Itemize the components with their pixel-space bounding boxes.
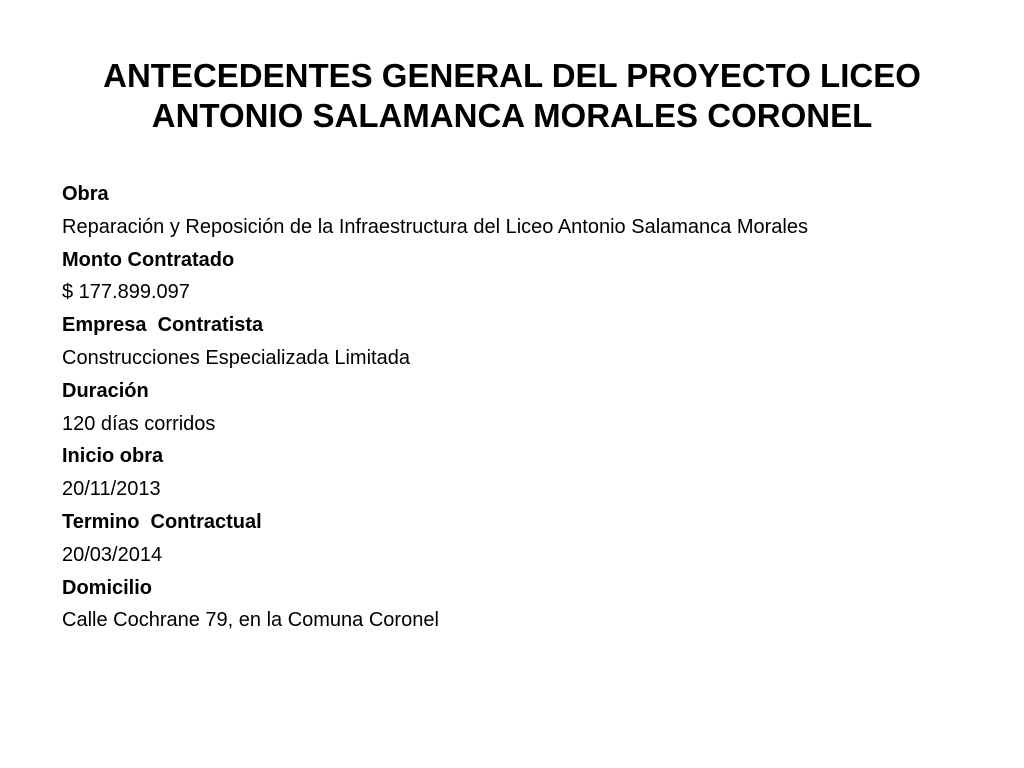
field-value-empresa-contratista: Construcciones Especializada Limitada	[62, 346, 410, 369]
field-value-termino-contractual: 20/03/2014	[62, 543, 163, 566]
slide-title	[0, 56, 1024, 136]
field-value-domicilio: Calle Cochrane 79, en la Comuna Coronel	[62, 609, 439, 632]
field-label-inicio-obra: Inicio obra	[62, 445, 164, 468]
field-value-duracion: 120 días corridos	[62, 412, 216, 435]
field-label-monto-contratado: Monto Contratado	[62, 248, 235, 271]
field-label-termino-contractual: Termino Contractual	[62, 510, 262, 533]
field-label-domicilio: Domicilio	[62, 576, 153, 599]
slide-title-line-2: ANTONIO SALAMANCA MORALES CORONEL	[151, 97, 873, 134]
field-label-obra: Obra	[62, 183, 109, 205]
project-details	[62, 178, 982, 637]
field-value-monto-contratado: $ 177.899.097	[62, 281, 190, 304]
field-value-obra: Reparación y Reposición de la Infraestructura del Liceo Antonio Salamanca Morales	[62, 215, 808, 238]
field-label-empresa-contratista: Empresa Contratista	[62, 314, 264, 337]
field-label-duracion: Duración	[62, 379, 149, 402]
slide-title-line-1: ANTECEDENTES GENERAL DEL PROYECTO LICEO	[103, 57, 921, 94]
field-value-inicio-obra: 20/11/2013	[62, 478, 161, 501]
